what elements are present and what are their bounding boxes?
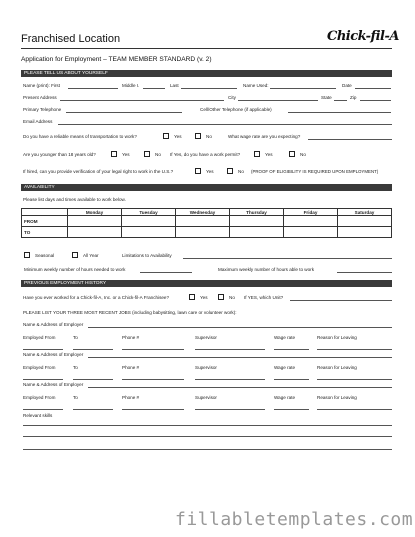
employer-field[interactable] (88, 357, 392, 358)
limitations-field[interactable] (183, 258, 392, 259)
middle-initial-label: Middle I. (122, 83, 140, 88)
day-header: Tuesday (122, 209, 176, 216)
reason-leaving-label: Reason for Leaving (317, 395, 357, 400)
name-used-field[interactable] (270, 88, 336, 89)
last-name-field[interactable] (181, 88, 237, 89)
wage-question: What wage rate are you expecting? (228, 134, 301, 139)
availability-table (21, 208, 392, 238)
availability-cell[interactable] (122, 216, 176, 227)
employed-to-label: To (73, 335, 78, 340)
from-row-label: FROM (22, 216, 68, 227)
employed-from-label: Employed From (23, 395, 56, 400)
wage-rate-field[interactable] (274, 349, 309, 350)
first-name-label: Name (print): First (23, 83, 61, 88)
supervisor-field[interactable] (195, 409, 265, 410)
worked-before-question: Have you ever worked for a Chick-fil-A, Inc. or a Chick-fil-A Franchisee? (23, 295, 170, 300)
supervisor-label: Supervisor (195, 395, 217, 400)
employed-to-label: To (73, 365, 78, 370)
employed-to-field[interactable] (73, 349, 113, 350)
reason-leaving-field[interactable] (317, 349, 392, 350)
transport-yes-checkbox[interactable] (163, 133, 169, 139)
wage-rate-label: Wage rate (274, 395, 296, 400)
all-year-label: All Year (83, 253, 99, 258)
form-subtitle: Application for Employment – TEAM MEMBER STANDARD (v. 2) (21, 56, 212, 63)
relevant-skills-label: Relevant skills (23, 413, 53, 418)
address-label: Present Address (23, 95, 57, 100)
availability-cell[interactable] (230, 216, 284, 227)
availability-cell[interactable] (338, 227, 392, 238)
employer-label: Name & Address of Employer (23, 322, 84, 327)
employed-from-label: Employed From (23, 335, 56, 340)
supervisor-label: Supervisor (195, 365, 217, 370)
wage-rate-field[interactable] (274, 379, 309, 380)
availability-corner-cell (22, 209, 68, 216)
limitations-label: Limitations to Availability (122, 253, 172, 258)
supervisor-label: Supervisor (195, 335, 217, 340)
availability-from-row (22, 216, 392, 227)
max-hours-label: Maximum weekly number of hours able to work (218, 267, 314, 272)
eligibility-yes-checkbox[interactable] (195, 168, 201, 174)
employed-from-field[interactable] (23, 409, 63, 410)
availability-cell[interactable] (284, 216, 338, 227)
middle-initial-field[interactable] (143, 88, 165, 89)
phone-field[interactable] (122, 409, 184, 410)
availability-cell[interactable] (338, 216, 392, 227)
transport-no-label: No (206, 134, 212, 139)
state-field[interactable] (334, 100, 347, 101)
day-header: Monday (68, 209, 122, 216)
eligibility-question: If hired, can you provide verification of your legal right to work in the U.S.? (23, 169, 174, 174)
permit-no-checkbox[interactable] (289, 151, 295, 157)
transport-no-checkbox[interactable] (195, 133, 201, 139)
max-hours-field[interactable] (337, 272, 392, 273)
reason-leaving-field[interactable] (317, 409, 392, 410)
age-yes-label: Yes (122, 152, 130, 157)
relevant-skills-field[interactable] (23, 425, 392, 426)
seasonal-label: Seasonal (35, 253, 55, 258)
worked-no-label: No (229, 295, 235, 300)
phone-label: Phone # (122, 395, 140, 400)
availability-cell[interactable] (230, 227, 284, 238)
worked-no-checkbox[interactable] (218, 294, 224, 300)
day-header: Thursday (230, 209, 284, 216)
availability-cell[interactable] (176, 227, 230, 238)
permit-no-label: No (300, 152, 306, 157)
zip-field[interactable] (360, 100, 391, 101)
supervisor-field[interactable] (195, 349, 265, 350)
availability-cell[interactable] (122, 227, 176, 238)
zip-label: Zip (350, 95, 357, 100)
age-question: Are you younger than 18 years old? (23, 152, 96, 157)
section-header-availability: AVAILABILITY (21, 184, 392, 191)
age-yes-checkbox[interactable] (111, 151, 117, 157)
availability-intro: Please list days and times available to work below. (23, 197, 126, 202)
min-hours-label: Minimum weekly number of hours needed to work (24, 267, 126, 272)
seasonal-checkbox[interactable] (24, 252, 30, 258)
wage-rate-label: Wage rate (274, 335, 296, 340)
phone-field[interactable] (122, 349, 184, 350)
email-label: Email Address (23, 119, 53, 124)
supervisor-field[interactable] (195, 379, 265, 380)
availability-header-row (22, 209, 392, 216)
wage-rate-field[interactable] (274, 409, 309, 410)
availability-cell[interactable] (176, 216, 230, 227)
form-title: Franchised Location (21, 33, 121, 45)
primary-phone-label: Primary Telephone (23, 107, 62, 112)
cell-phone-label: Cell/Other Telephone (if applicable) (200, 107, 272, 112)
address-field[interactable] (60, 100, 224, 101)
relevant-skills-field[interactable] (23, 436, 392, 437)
employer-field[interactable] (88, 327, 392, 328)
employed-from-field[interactable] (23, 349, 63, 350)
day-header: Friday (284, 209, 338, 216)
header-rule (21, 48, 392, 49)
jobs-instructions: PLEASE LIST YOUR THREE MOST RECENT JOBS (including babysitting, lawn care or volunteer work): (23, 310, 237, 315)
which-unit-label: If YES, which Unit? (244, 295, 284, 300)
watermark-footer: fillabletemplates.com (175, 509, 414, 530)
employed-from-field[interactable] (23, 379, 63, 380)
phone-field[interactable] (122, 379, 184, 380)
age-no-label: No (155, 152, 161, 157)
permit-question: If Yes, do you have a work permit? (170, 152, 241, 157)
worked-yes-label: Yes (200, 295, 208, 300)
availability-cell[interactable] (68, 227, 122, 238)
employed-from-label: Employed From (23, 365, 56, 370)
chick-fil-a-logo: Chick-fil-A (327, 29, 399, 44)
email-field[interactable] (58, 124, 392, 125)
min-hours-field[interactable] (140, 272, 192, 273)
reason-leaving-label: Reason for Leaving (317, 365, 357, 370)
permit-yes-label: Yes (265, 152, 273, 157)
availability-to-row (22, 227, 392, 238)
state-label: State (321, 95, 332, 100)
eligibility-no-label: No (238, 169, 244, 174)
employed-to-field[interactable] (73, 379, 113, 380)
transport-yes-label: Yes (174, 134, 182, 139)
section-header-about: PLEASE TELL US ABOUT YOURSELF (21, 70, 392, 77)
employer-label: Name & Address of Employer (23, 352, 84, 357)
permit-yes-checkbox[interactable] (254, 151, 260, 157)
transport-question: Do you have a reliable means of transportation to work? (23, 134, 137, 139)
employer-field[interactable] (88, 387, 392, 388)
wage-rate-label: Wage rate (274, 365, 296, 370)
all-year-checkbox[interactable] (72, 252, 78, 258)
employed-to-label: To (73, 395, 78, 400)
reason-leaving-label: Reason for Leaving (317, 335, 357, 340)
reason-leaving-field[interactable] (317, 379, 392, 380)
employed-to-field[interactable] (73, 409, 113, 410)
employer-label: Name & Address of Employer (23, 382, 84, 387)
phone-label: Phone # (122, 335, 140, 340)
worked-yes-checkbox[interactable] (189, 294, 195, 300)
eligibility-yes-label: Yes (206, 169, 214, 174)
cell-phone-field[interactable] (288, 112, 391, 113)
day-header: Saturday (338, 209, 392, 216)
availability-cell[interactable] (68, 216, 122, 227)
wage-field[interactable] (308, 139, 392, 140)
phone-label: Phone # (122, 365, 140, 370)
section-header-history: PREVIOUS EMPLOYMENT HISTORY (21, 280, 392, 287)
relevant-skills-field[interactable] (23, 449, 392, 450)
eligibility-no-checkbox[interactable] (227, 168, 233, 174)
day-header: Wednesday (176, 209, 230, 216)
first-name-field[interactable] (68, 88, 118, 89)
city-label: City (228, 95, 236, 100)
age-no-checkbox[interactable] (144, 151, 150, 157)
last-name-label: Last (170, 83, 179, 88)
city-field[interactable] (238, 100, 318, 101)
date-field[interactable] (355, 88, 391, 89)
availability-cell[interactable] (284, 227, 338, 238)
eligibility-note: (PROOF OF ELIGIBILITY IS REQUIRED UPON EMPLOYMENT) (251, 169, 379, 174)
name-used-label: Name Used: (243, 83, 269, 88)
which-unit-field[interactable] (290, 300, 392, 301)
to-row-label: TO (22, 227, 68, 238)
primary-phone-field[interactable] (66, 112, 182, 113)
date-label: Date (342, 83, 352, 88)
